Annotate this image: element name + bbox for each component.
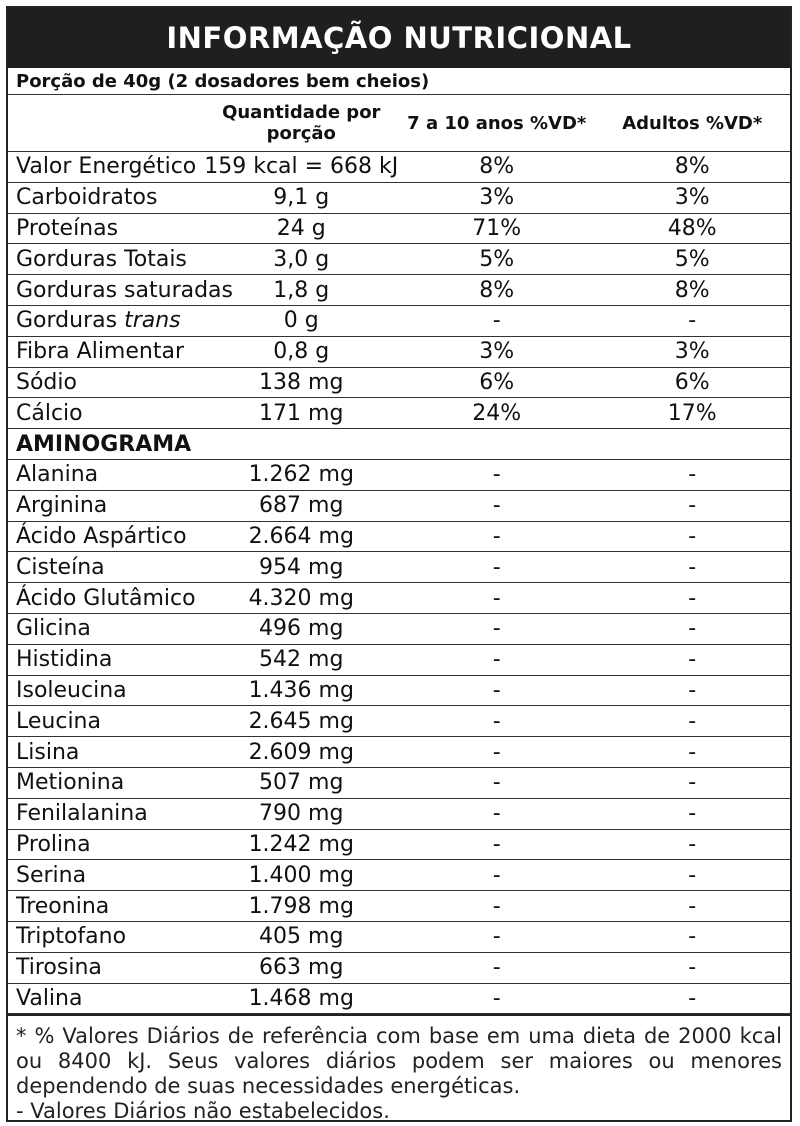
header-quantity: Quantidade por porção <box>204 95 400 152</box>
nutrient-name: Gorduras trans <box>8 305 204 336</box>
amino-qty: 1.242 mg <box>204 829 400 860</box>
amino-name: Serina <box>8 860 204 891</box>
nutrient-vd-children: - <box>399 305 595 336</box>
amino-qty: 1.468 mg <box>204 983 400 1014</box>
aminogram-title: AMINOGRAMA <box>8 429 790 460</box>
footnote <box>8 1014 790 1124</box>
amino-vd-children: - <box>399 829 595 860</box>
nutrient-vd-children: 71% <box>399 213 595 244</box>
amino-name: Ácido Aspártico <box>8 521 204 552</box>
amino-qty: 496 mg <box>204 613 400 644</box>
amino-vd-adults: - <box>595 860 791 891</box>
nutrient-name: Gorduras saturadas <box>8 275 204 306</box>
amino-name: Histidina <box>8 644 204 675</box>
nutrient-row <box>8 398 790 429</box>
amino-name: Fenilalanina <box>8 798 204 829</box>
nutrient-vd-children: 8% <box>399 152 595 183</box>
amino-vd-children: - <box>399 891 595 922</box>
amino-qty: 2.645 mg <box>204 706 400 737</box>
amino-name: Metionina <box>8 767 204 798</box>
nutrient-qty: 171 mg <box>204 398 400 429</box>
nutrient-vd-children: 3% <box>399 182 595 213</box>
nutrient-vd-adults: - <box>595 305 791 336</box>
amino-qty: 954 mg <box>204 552 400 583</box>
nutrient-row <box>8 244 790 275</box>
amino-vd-adults: - <box>595 737 791 768</box>
amino-vd-children: - <box>399 983 595 1014</box>
nutrient-name: Proteínas <box>8 213 204 244</box>
nutrient-vd-adults: 5% <box>595 244 791 275</box>
aminogram-header-row <box>8 429 790 460</box>
amino-vd-children: - <box>399 921 595 952</box>
amino-vd-children: - <box>399 521 595 552</box>
amino-row <box>8 767 790 798</box>
nutrient-vd-adults: 17% <box>595 398 791 429</box>
amino-row <box>8 644 790 675</box>
nutrient-row <box>8 336 790 367</box>
amino-vd-adults: - <box>595 952 791 983</box>
amino-qty: 4.320 mg <box>204 583 400 614</box>
header-vd-children: 7 a 10 anos %VD* <box>399 95 595 152</box>
amino-name: Leucina <box>8 706 204 737</box>
amino-row <box>8 829 790 860</box>
amino-row <box>8 552 790 583</box>
nutrient-row <box>8 367 790 398</box>
amino-row <box>8 737 790 768</box>
nutrient-qty: 138 mg <box>204 367 400 398</box>
amino-name: Cisteína <box>8 552 204 583</box>
amino-qty: 507 mg <box>204 767 400 798</box>
amino-qty: 1.798 mg <box>204 891 400 922</box>
amino-qty: 1.436 mg <box>204 675 400 706</box>
amino-qty: 542 mg <box>204 644 400 675</box>
nutrient-vd-children: 3% <box>399 336 595 367</box>
nutrient-vd-children: 24% <box>399 398 595 429</box>
nutrient-vd-adults: 3% <box>595 336 791 367</box>
amino-name: Arginina <box>8 490 204 521</box>
amino-row <box>8 706 790 737</box>
nutrition-facts-panel <box>6 6 792 1122</box>
amino-vd-adults: - <box>595 583 791 614</box>
amino-vd-adults: - <box>595 490 791 521</box>
nutrient-vd-adults: 8% <box>595 152 791 183</box>
amino-row <box>8 798 790 829</box>
nutrient-row <box>8 182 790 213</box>
amino-row <box>8 860 790 891</box>
amino-row <box>8 490 790 521</box>
nutrient-vd-children: 8% <box>399 275 595 306</box>
amino-vd-children: - <box>399 798 595 829</box>
nutrient-name: Sódio <box>8 367 204 398</box>
header-row <box>8 95 790 152</box>
amino-qty: 1.400 mg <box>204 860 400 891</box>
amino-vd-children: - <box>399 675 595 706</box>
amino-qty: 405 mg <box>204 921 400 952</box>
nutrient-vd-adults: 8% <box>595 275 791 306</box>
amino-name: Triptofano <box>8 921 204 952</box>
amino-qty: 2.664 mg <box>204 521 400 552</box>
amino-row <box>8 583 790 614</box>
amino-qty: 663 mg <box>204 952 400 983</box>
amino-vd-children: - <box>399 459 595 490</box>
nutrient-vd-adults: 48% <box>595 213 791 244</box>
amino-vd-adults: - <box>595 891 791 922</box>
portion-row <box>8 68 790 95</box>
amino-vd-children: - <box>399 613 595 644</box>
amino-row <box>8 952 790 983</box>
footnote-not-established: - Valores Diários não estabelecidos. <box>16 1099 390 1124</box>
amino-vd-children: - <box>399 952 595 983</box>
amino-row <box>8 459 790 490</box>
amino-vd-adults: - <box>595 675 791 706</box>
nutrient-vd-children: 5% <box>399 244 595 275</box>
amino-vd-children: - <box>399 583 595 614</box>
amino-qty: 687 mg <box>204 490 400 521</box>
amino-row <box>8 983 790 1014</box>
nutrient-vd-children: 6% <box>399 367 595 398</box>
amino-name: Alanina <box>8 459 204 490</box>
amino-vd-adults: - <box>595 767 791 798</box>
amino-name: Valina <box>8 983 204 1014</box>
nutrient-name: Fibra Alimentar <box>8 336 204 367</box>
nutrient-qty: 3,0 g <box>204 244 400 275</box>
amino-vd-children: - <box>399 490 595 521</box>
footnote-reference: * % Valores Diários de referência com base em uma dieta de 2000 kcal ou 8400 kJ. Seus valores diários podem ser maiores ou menores dependendo de suas necessidades energéticas. <box>16 1024 782 1099</box>
amino-name: Isoleucina <box>8 675 204 706</box>
nutrient-row <box>8 213 790 244</box>
amino-name: Ácido Glutâmico <box>8 583 204 614</box>
portion-text: Porção de 40g (2 dosadores bem cheios) <box>8 68 790 95</box>
amino-name: Lisina <box>8 737 204 768</box>
nutrition-table <box>8 68 790 1014</box>
nutrient-row <box>8 275 790 306</box>
amino-vd-adults: - <box>595 613 791 644</box>
nutrient-name: Valor Energético <box>8 152 204 183</box>
amino-qty: 1.262 mg <box>204 459 400 490</box>
amino-qty: 790 mg <box>204 798 400 829</box>
amino-vd-adults: - <box>595 459 791 490</box>
amino-qty: 2.609 mg <box>204 737 400 768</box>
amino-vd-children: - <box>399 644 595 675</box>
amino-vd-children: - <box>399 860 595 891</box>
amino-row <box>8 921 790 952</box>
amino-vd-adults: - <box>595 521 791 552</box>
amino-vd-adults: - <box>595 983 791 1014</box>
nutrient-qty: 1,8 g <box>204 275 400 306</box>
nutrient-qty: 0,8 g <box>204 336 400 367</box>
amino-vd-children: - <box>399 767 595 798</box>
nutrient-qty: 159 kcal = 668 kJ <box>204 152 400 183</box>
amino-vd-children: - <box>399 552 595 583</box>
trans-italic: trans <box>124 308 181 334</box>
nutrient-row <box>8 305 790 336</box>
nutrient-name: Gorduras Totais <box>8 244 204 275</box>
nutrient-qty: 9,1 g <box>204 182 400 213</box>
nutrient-name: Cálcio <box>8 398 204 429</box>
header-vd-adults: Adultos %VD* <box>595 95 791 152</box>
amino-name: Treonina <box>8 891 204 922</box>
nutrient-qty: 0 g <box>204 305 400 336</box>
amino-vd-children: - <box>399 706 595 737</box>
header-blank <box>8 95 204 152</box>
amino-vd-adults: - <box>595 644 791 675</box>
amino-row <box>8 613 790 644</box>
amino-vd-adults: - <box>595 921 791 952</box>
nutrient-qty: 24 g <box>204 213 400 244</box>
nutrient-row <box>8 152 790 183</box>
amino-name: Prolina <box>8 829 204 860</box>
amino-row <box>8 891 790 922</box>
nutrient-vd-adults: 6% <box>595 367 791 398</box>
amino-name: Tirosina <box>8 952 204 983</box>
amino-vd-adults: - <box>595 552 791 583</box>
nutrition-title: INFORMAÇÃO NUTRICIONAL <box>8 8 790 68</box>
amino-row <box>8 675 790 706</box>
amino-vd-children: - <box>399 737 595 768</box>
amino-name: Glicina <box>8 613 204 644</box>
amino-vd-adults: - <box>595 706 791 737</box>
nutrient-name: Carboidratos <box>8 182 204 213</box>
amino-row <box>8 521 790 552</box>
amino-vd-adults: - <box>595 829 791 860</box>
nutrient-vd-adults: 3% <box>595 182 791 213</box>
amino-vd-adults: - <box>595 798 791 829</box>
